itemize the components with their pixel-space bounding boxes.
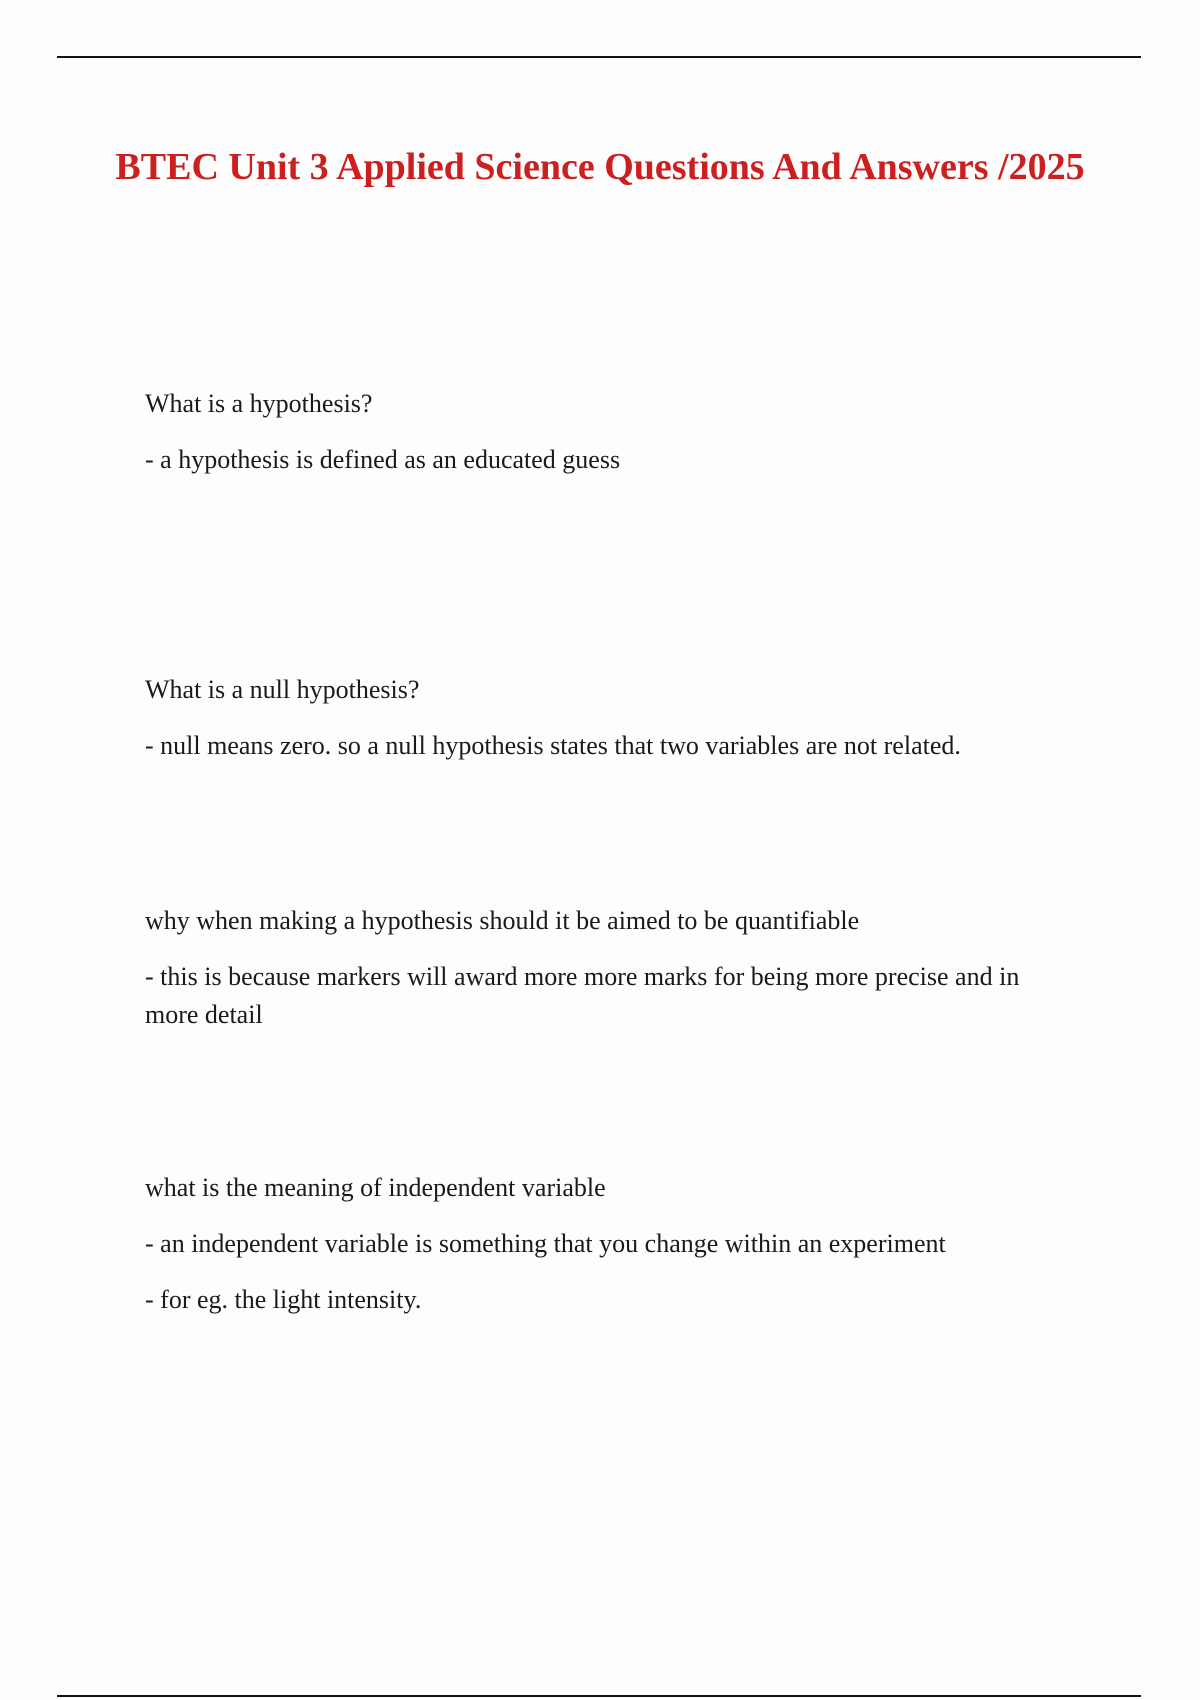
footer-rule bbox=[57, 1695, 1141, 1697]
header-rule bbox=[57, 56, 1141, 58]
document-title: BTEC Unit 3 Applied Science Questions And Answers /2025 bbox=[115, 146, 1085, 188]
qa-item-2 bbox=[145, 671, 1075, 783]
question-text: why when making a hypothesis should it be aimed to be quantifiable bbox=[145, 906, 860, 935]
question-text: What is a hypothesis? bbox=[145, 389, 373, 418]
answer-text: - for eg. the light intensity. bbox=[145, 1285, 422, 1314]
qa-item-4 bbox=[145, 1169, 1075, 1337]
answer-text: - a hypothesis is defined as an educated guess bbox=[145, 445, 621, 474]
answer-text: - null means zero. so a null hypothesis states that two variables are not related. bbox=[145, 731, 961, 760]
answer-text: - an independent variable is something that you change within an experiment bbox=[145, 1229, 946, 1258]
question-text: what is the meaning of independent variable bbox=[145, 1173, 606, 1202]
qa-item-1 bbox=[145, 385, 1075, 497]
answer-text: - this is because markers will award more more marks for being more precise and in more detail bbox=[145, 962, 1020, 1029]
qa-item-3 bbox=[145, 902, 1075, 1052]
question-text: What is a null hypothesis? bbox=[145, 675, 420, 704]
